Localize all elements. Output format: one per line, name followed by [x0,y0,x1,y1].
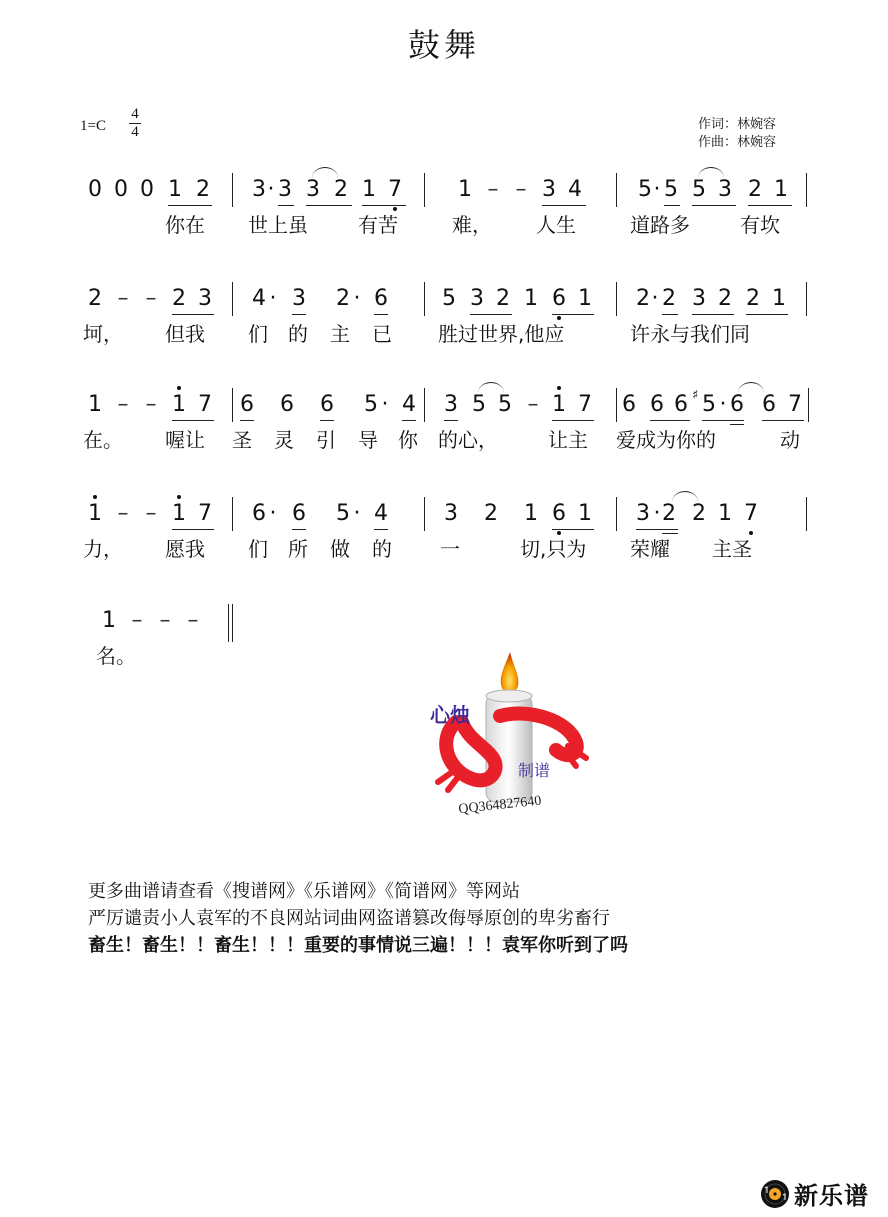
lyric: 已 [372,322,392,346]
svg-text:制谱: 制谱 [518,761,551,780]
lyric: 许永与我们同 [630,322,750,346]
lyric: 圣 [232,428,252,452]
lyric: 主 [330,322,350,346]
lyric: 一 [440,537,460,561]
time-signature-top: 4 [131,106,139,122]
lyric: 难， [452,213,492,237]
lyric: 力， [83,537,123,561]
lyric: 导 [358,428,378,452]
lyric: 喔让 [165,428,205,452]
lyric: 们 [248,322,268,346]
footer-line-1: 更多曲谱请查看《搜谱网》《乐谱网》《简谱网》等网站 [88,881,520,902]
time-signature-bottom: 4 [131,124,139,140]
brand-name: 新乐谱 [794,1182,869,1210]
footer-line-2: 严厉谴责小人袁军的不良网站词曲网盗谱篡改侮辱原创的卑劣畜行 [88,908,610,929]
lyric: 但我 [165,322,205,346]
lyric: 让主 [548,428,588,452]
lyric: 的 [288,322,308,346]
lyric: 愿我 [165,537,205,561]
score-line-3: 1 – – 1 7 6 6 6 5 · 4 3 5 5 – 1 7 6 6 6 ♯ 5 · 6 6 7 在。 喔让 圣 灵 引 导 你 的心， 让主 爱成为你的 动 [0,392,888,472]
footer-notes [88,878,628,959]
lyric: 做 [330,537,350,561]
brand-watermark [760,1176,869,1211]
lyric: 人生 [536,213,576,237]
lyric: 荣耀 [630,537,670,561]
composer: 作曲：林婉容 [698,135,777,150]
score-line-1: 0 0 0 1 2 3 · 3 3 2 1 7 1 – – 3 4 5 · 5 5 3 2 1 你在 世上虽 有苦 难， 人生 道路多 有坎 [0,177,888,257]
lyric: 有坎 [740,213,780,237]
lyric: 世上虽 [248,213,308,237]
candle-icon [418,650,598,820]
lyric: 们 [248,537,268,561]
lyric: 所 [288,537,308,561]
lyric: 道路多 [630,213,690,237]
score-line-2: 2 – – 2 3 4 · 3 2 · 6 5 3 2 1 6 1 2 · 2 3 2 2 1 坷， 但我 们 的 主 已 胜过世界,他应 许永与我们同 [0,286,888,366]
footer-line-3: 畜生！畜生！！畜生！！！重要的事情说三遍！！！袁军你听到了吗 [88,935,628,956]
score-line-5: 1 – – – 名。 [0,608,888,688]
lyric: 你在 [165,213,205,237]
svg-text:心烛: 心烛 [430,703,470,727]
lyric: 动 [780,428,800,452]
lyric: 爱成为你的 [616,428,716,452]
lyric: 引 [316,428,336,452]
candle-logo [418,650,598,820]
time-signature [128,106,142,141]
lyric: 的 [372,537,392,561]
lyric: 在。 [83,428,123,452]
key-signature: 1=C [80,118,106,134]
lyric: 切,只为 [520,537,587,561]
score-line-4: 1 – – 1 7 6 · 6 5 · 4 3 2 1 6 1 3 · 2 2 1 7 力， 愿我 们 所 做 的 一 切,只为 荣耀 主圣 [0,501,888,581]
lyric: 名。 [96,644,136,668]
lyric: 你 [398,428,418,452]
vinyl-record-icon [760,1179,790,1209]
song-title: 鼓舞 [407,26,480,64]
lyric: 胜过世界,他应 [438,322,565,346]
lyric: 主圣 [712,537,752,561]
lyric: 的心， [438,428,498,452]
lyricist: 作词：林婉容 [698,117,777,132]
svg-text:QQ364827640: QQ364827640 [457,793,543,818]
lyric: 有苦 [358,213,398,237]
credits [698,116,776,152]
lyric: 坷， [83,322,123,346]
lyric: 灵 [274,428,294,452]
